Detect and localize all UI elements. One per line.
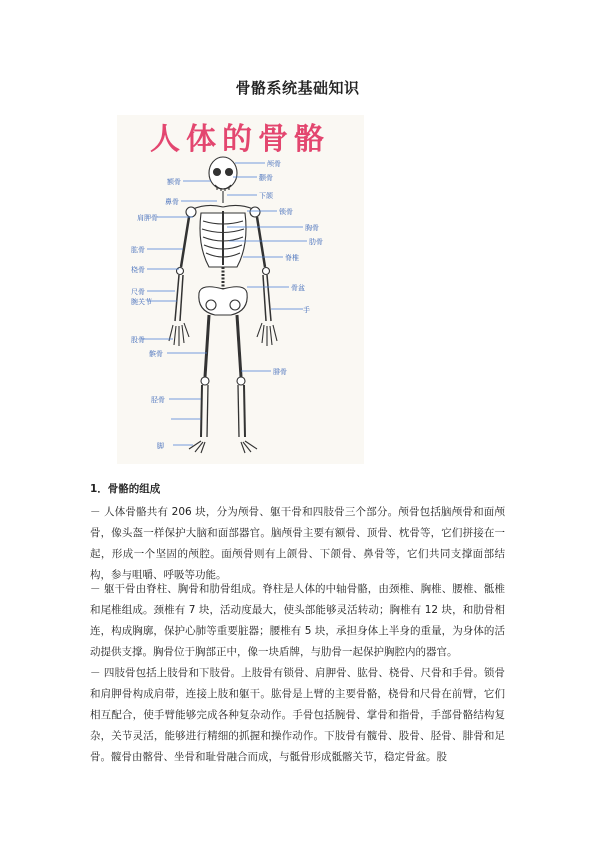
label-forehead: 额骨 — [167, 178, 181, 186]
label-tibia: 胫骨 — [151, 396, 165, 404]
label-fibula: 腓骨 — [273, 368, 287, 376]
figure-heading: 人体的骨骼 — [150, 122, 330, 157]
label-nasal: 鼻骨 — [165, 198, 179, 206]
label-foot: 脚 — [157, 442, 164, 450]
label-scapula: 肩胛骨 — [137, 214, 158, 222]
label-clavicle: 锁骨 — [279, 208, 293, 216]
label-mandible: 下颌 — [259, 192, 273, 200]
label-skull: 颅骨 — [267, 160, 281, 168]
label-sternum: 胸骨 — [305, 224, 319, 232]
label-radius: 桡骨 — [131, 266, 145, 274]
paragraph-limbs: － 四肢骨包括上肢骨和下肢骨。上肢骨有锁骨、肩胛骨、肱骨、桡骨、尺骨和手骨。锁骨和肩胛骨构成肩带，连接上肢和躯干。肱骨是上臂的主要骨骼，桡骨和尺骨在前臂，它们相互配合，使手臂能够完成各种复杂动作。手骨包括腕骨、掌骨和指骨，手部骨骼结构复杂，关节灵活，能够进行精细的抓握和操作动作。下肢骨有髋骨、股骨、胫骨、腓骨和足骨。髋骨由髂骨、坐骨和耻骨融合而成，与骶骨形成骶髂关节，稳定骨盆。股 — [90, 667, 505, 763]
paragraph-trunk: － 躯干骨由脊柱、胸骨和肋骨组成。脊柱是人体的中轴骨骼，由颈椎、胸椎、腰椎、骶椎和尾椎组成。颈椎有 7 块，活动度最大，使头部能够灵活转动；胸椎有 12 块，和肋骨相连，构成胸廓，保护心肺等重要脏器；腰椎有 5 块，承担身体上半身的重量，为身体的活动提供支撑。胸骨位于胸部正中，像一块盾牌，与肋骨一起保护胸腔内的器官。 — [90, 583, 505, 658]
label-patella: 髌骨 — [149, 350, 163, 358]
section-heading: 1．骨骼的组成 — [90, 483, 161, 495]
label-vertebra: 脊椎 — [285, 254, 299, 262]
label-hand: 手 — [303, 306, 310, 314]
label-femur: 股骨 — [131, 336, 145, 344]
paragraph-skull: － 人体骨骼共有 206 块，分为颅骨、躯干骨和四肢骨三个部分。颅骨包括脑颅骨和面颅骨，像头盔一样保护大脑和面部器官。脑颅骨主要有额骨、顶骨、枕骨等，它们拼接在一起，形成一个坚固的颅腔。面颅骨则有上颌骨、下颌骨、鼻骨等，它们共同支撑面部结构，参与咀嚼、呼吸等功能。 — [90, 506, 505, 581]
label-rib: 肋骨 — [309, 238, 323, 246]
label-cheek: 颧骨 — [259, 174, 273, 182]
label-pelvis: 骨盆 — [291, 284, 305, 292]
label-wrist: 腕关节 — [131, 298, 152, 306]
skeleton-illustration — [117, 115, 364, 464]
page-title: 骨骼系统基础知识 — [235, 79, 360, 97]
label-humerus: 肱骨 — [131, 246, 145, 254]
label-ulna: 尺骨 — [131, 288, 145, 296]
skeleton-diagram — [117, 115, 364, 464]
